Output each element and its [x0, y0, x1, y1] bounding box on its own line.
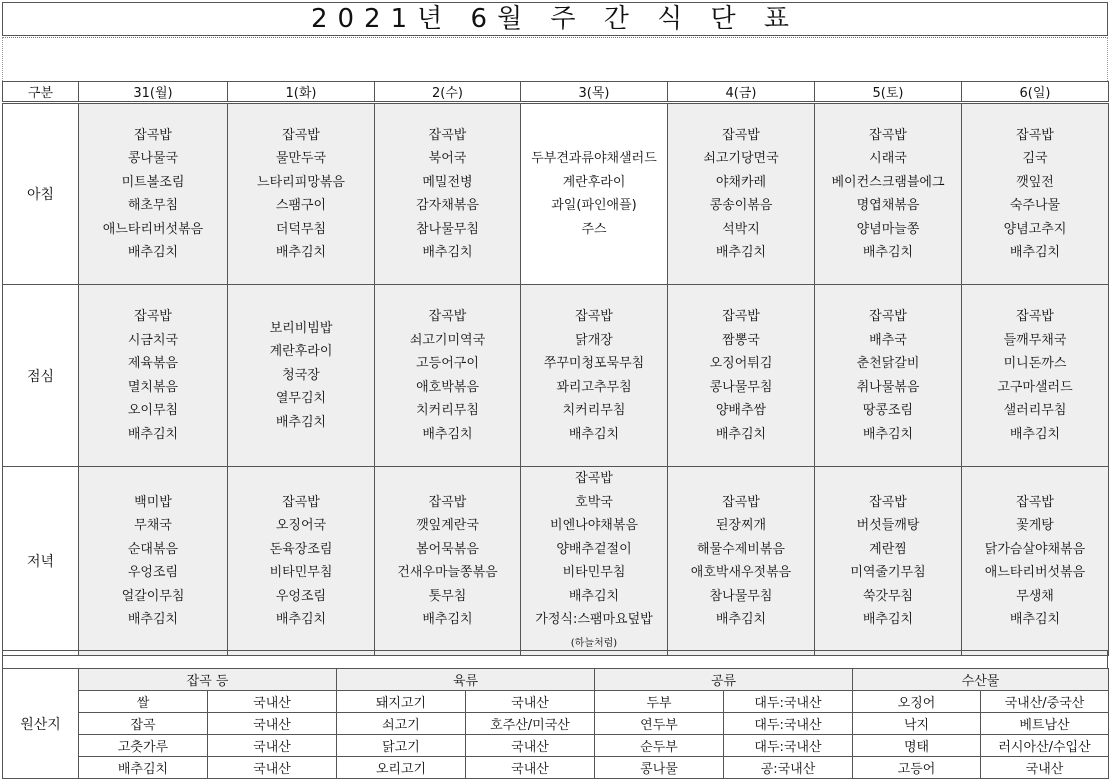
day-header: 6(일) — [962, 82, 1109, 103]
menu-item: 돈육장조림 — [269, 541, 333, 557]
origin-item: 순두부 — [595, 735, 724, 757]
menu-item: 배추김치 — [422, 426, 473, 442]
origin-country: 국내산 — [208, 691, 337, 713]
menu-item: 오이무침 — [127, 403, 179, 418]
origin-row — [3, 757, 1109, 779]
menu-item: 양념고추지 — [1003, 221, 1067, 237]
menu-item: 숙주나물 — [1009, 198, 1061, 213]
menu-item: 오징어국 — [275, 518, 327, 533]
menu-item: 무생채 — [1016, 588, 1054, 604]
menu-item: 쇠고기미역국 — [409, 332, 486, 348]
menu-cell — [962, 285, 1109, 467]
menu-cell — [668, 285, 815, 467]
menu-item: 제육볶음 — [127, 356, 179, 371]
menu-item: 잡곡밥 — [869, 127, 907, 143]
menu-item: 잡곡밥 — [1016, 494, 1054, 510]
menu-item: 계란후라이 — [562, 174, 626, 190]
menu-item: 배추김치 — [715, 426, 767, 442]
origin-country: 국내산 — [208, 757, 337, 779]
menu-item: 우엉조림 — [127, 565, 179, 580]
menu-item: 버섯들깨탕 — [856, 518, 920, 533]
menu-item: 콩나물국 — [127, 151, 179, 166]
menu-cell — [815, 285, 962, 467]
menu-item: 멸치볶음 — [127, 379, 179, 395]
day-header: 4(금) — [668, 82, 815, 103]
origin-country: 공:국내산 — [724, 757, 853, 779]
menu-cell — [228, 285, 375, 467]
origin-country: 국내산 — [208, 713, 337, 735]
menu-item: 해초무침 — [127, 198, 179, 213]
menu-cell — [79, 103, 228, 285]
menu-item: 배추김치 — [1009, 612, 1061, 627]
menu-item: 꽈리고추무침 — [556, 379, 632, 395]
menu-item: 쇠고기당면국 — [703, 151, 779, 166]
menu-item: 얼갈이무침 — [121, 588, 185, 604]
menu-cell — [962, 103, 1109, 285]
origin-category-row — [3, 669, 1109, 691]
origin-row — [3, 713, 1109, 735]
menu-cell — [815, 103, 962, 285]
menu-item: 주스 — [581, 221, 607, 237]
menu-item: 청국장 — [282, 367, 320, 383]
menu-item: 과일(파인애플) — [551, 198, 637, 213]
menu-item: 애호박새우젓볶음 — [690, 565, 792, 580]
menu-item: 양념마늘쫑 — [856, 221, 920, 237]
day-header: 5(토) — [815, 82, 962, 103]
menu-item: 배추김치 — [862, 612, 914, 627]
menu-item: 배추김치 — [715, 245, 767, 260]
menu-item: 미트볼조림 — [121, 174, 185, 190]
origin-item: 명태 — [853, 735, 981, 757]
menu-item: 비타민무침 — [562, 565, 626, 580]
menu-item: 치커리무침 — [416, 403, 479, 418]
menu-item: 배추김치 — [568, 426, 620, 442]
menu-item: 시래국 — [869, 151, 907, 166]
menu-item: 비타민무침 — [269, 565, 333, 580]
origin-country: 국내산/중국산 — [981, 691, 1109, 713]
menu-item: 비엔나야채볶음 — [550, 518, 638, 533]
separator-row — [2, 650, 1108, 668]
menu-item: 배추김치 — [275, 245, 327, 260]
menu-item: 석박지 — [722, 221, 760, 237]
origin-item: 닭고기 — [337, 735, 466, 757]
menu-item: 톳무침 — [428, 588, 467, 604]
menu-item: 참나물무침 — [709, 588, 773, 604]
menu-cell — [521, 285, 668, 467]
menu-item: 애느타리버섯볶음 — [984, 565, 1086, 580]
menu-item: 배추김치 — [127, 245, 179, 260]
menu-item: 백미밥 — [134, 494, 172, 510]
menu-item: 애느타리버섯볶음 — [102, 221, 204, 237]
day-header: 31(월) — [79, 82, 228, 103]
menu-item: 계란찜 — [869, 541, 907, 557]
menu-item: 잡곡밥 — [869, 494, 907, 510]
origin-item: 오리고기 — [337, 757, 466, 779]
menu-item: 배추김치 — [862, 426, 914, 442]
menu-item: 고등어구이 — [416, 356, 479, 371]
menu-cell — [521, 467, 668, 656]
menu-item: 양배추쌈 — [715, 403, 767, 418]
menu-item: 애호박볶음 — [416, 379, 479, 395]
menu-cell — [375, 285, 521, 467]
menu-item: 잡곡밥 — [134, 309, 172, 324]
menu-cell — [375, 103, 521, 285]
menu-item: 깻잎계란국 — [416, 518, 479, 533]
menu-item: 샐러리무침 — [1003, 403, 1067, 418]
menu-item: 명엽채볶음 — [856, 198, 920, 213]
menu-item: 잡곡밥 — [869, 309, 907, 324]
origin-country: 국내산 — [466, 691, 595, 713]
menu-item: 순대볶음 — [127, 541, 179, 557]
origin-country: 국내산 — [466, 735, 595, 757]
menu-table — [2, 81, 1109, 656]
menu-header-row — [3, 82, 1109, 103]
menu-cell — [668, 467, 815, 656]
menu-item: 계란후라이 — [269, 344, 333, 360]
day-header: 2(수) — [375, 82, 521, 103]
origin-country: 러시아산/수입산 — [981, 735, 1109, 757]
menu-item: 쭈꾸미청포묵무침 — [543, 356, 645, 371]
menu-item: 메밀전병 — [422, 174, 473, 190]
menu-item: 치커리무침 — [562, 403, 626, 418]
origin-item: 배추김치 — [79, 757, 208, 779]
meal-row — [3, 467, 1109, 656]
menu-item: 감자채볶음 — [416, 198, 479, 213]
origin-country: 베트남산 — [981, 713, 1109, 735]
menu-item: 깻잎전 — [1016, 174, 1054, 190]
menu-item: 스팸구이 — [275, 198, 327, 213]
menu-item: 배추김치 — [422, 245, 473, 260]
origin-item: 돼지고기 — [337, 691, 466, 713]
origin-item: 고등어 — [853, 757, 981, 779]
menu-item: 배추김치 — [275, 612, 327, 627]
menu-item: 배추국 — [869, 332, 907, 348]
meal-label: 아침 — [3, 103, 79, 285]
menu-item: 잡곡밥 — [575, 309, 613, 324]
origin-category: 잡곡 등 — [79, 669, 337, 691]
origin-country: 호주산/미국산 — [466, 713, 595, 735]
menu-item: 우엉조림 — [275, 588, 327, 604]
menu-cell — [962, 467, 1109, 656]
day-header: 1(화) — [228, 82, 375, 103]
menu-item: 잡곡밥 — [722, 494, 760, 510]
origin-item: 쌀 — [79, 691, 208, 713]
menu-item: 열무김치 — [275, 391, 327, 407]
page-title: 2021년 6월 주 간 식 단 표 — [2, 2, 1108, 36]
menu-item: 더덕무침 — [275, 221, 327, 237]
menu-item: 꽃게탕 — [1016, 518, 1054, 533]
menu-item: 된장찌개 — [715, 518, 767, 533]
menu-item: 느타리피망볶음 — [257, 174, 345, 190]
menu-item: 잡곡밥 — [1016, 309, 1054, 324]
menu-item: 야채카레 — [715, 174, 767, 190]
menu-item: 닭개장 — [575, 332, 613, 348]
origin-item: 쇠고기 — [337, 713, 466, 735]
menu-cell — [375, 467, 521, 656]
menu-item: 참나물무침 — [416, 221, 479, 237]
menu-cell — [668, 103, 815, 285]
menu-item: 보리비빔밥 — [269, 320, 333, 336]
origin-country: 국내산 — [466, 757, 595, 779]
menu-item: 미역줄기무침 — [850, 565, 926, 580]
menu-item: 잡곡밥 — [1016, 127, 1054, 143]
menu-item: 취나물볶음 — [856, 379, 920, 395]
origin-country: 국내산 — [208, 735, 337, 757]
menu-item: 배추김치 — [422, 612, 473, 627]
menu-cell — [815, 467, 962, 656]
menu-item: 잡곡밥 — [575, 471, 613, 486]
menu-item: 김국 — [1022, 151, 1048, 166]
menu-item: 오징어튀김 — [709, 356, 773, 371]
menu-item: 배추김치 — [1009, 426, 1061, 442]
menu-item: (하늘처럼) — [570, 637, 618, 649]
menu-item: 배추김치 — [715, 612, 767, 627]
origin-item: 연두부 — [595, 713, 724, 735]
menu-item: 배추김치 — [862, 245, 914, 260]
origin-country: 대두:국내산 — [724, 713, 853, 735]
origin-country: 국내산 — [981, 757, 1109, 779]
header-label: 구분 — [3, 82, 79, 103]
spacer-row — [2, 37, 1108, 81]
menu-item: 콩송이볶음 — [709, 198, 773, 213]
origin-item: 낙지 — [853, 713, 981, 735]
origin-row — [3, 735, 1109, 757]
origin-row — [3, 691, 1109, 713]
menu-item: 잡곡밥 — [428, 127, 467, 143]
menu-item: 두부견과류야채샐러드 — [531, 151, 657, 166]
menu-item: 잡곡밥 — [428, 494, 467, 510]
origin-item: 잡곡 — [79, 713, 208, 735]
menu-item: 봄어묵볶음 — [416, 541, 479, 557]
menu-item: 호박국 — [575, 494, 613, 510]
menu-item: 잡곡밥 — [722, 309, 760, 324]
menu-item: 고구마샐러드 — [997, 379, 1073, 395]
menu-item: 북어국 — [428, 151, 467, 166]
menu-item: 배추김치 — [127, 426, 179, 442]
meal-label: 점심 — [3, 285, 79, 467]
menu-item: 춘천닭갈비 — [856, 356, 920, 371]
menu-item: 닭가슴살야채볶음 — [984, 541, 1086, 557]
origin-item: 두부 — [595, 691, 724, 713]
meal-label: 저녁 — [3, 467, 79, 656]
meal-row — [3, 285, 1109, 467]
menu-item: 배추김치 — [568, 588, 620, 604]
origin-category: 공류 — [595, 669, 853, 691]
origin-item: 고춧가루 — [79, 735, 208, 757]
menu-item: 잡곡밥 — [282, 494, 320, 510]
menu-item: 땅콩조림 — [862, 403, 914, 418]
menu-item: 베이컨스크램블에그 — [831, 174, 945, 190]
menu-item: 배추김치 — [127, 612, 179, 627]
menu-item: 짬뽕국 — [722, 332, 760, 348]
menu-item: 콩나물무침 — [709, 379, 773, 395]
menu-item: 가정식:스팸마요덮밥 — [535, 612, 653, 627]
origin-table — [2, 668, 1109, 779]
menu-item: 들깨무채국 — [1003, 332, 1067, 348]
menu-item: 잡곡밥 — [282, 127, 320, 143]
origin-country: 대두:국내산 — [724, 735, 853, 757]
menu-cell — [228, 467, 375, 656]
origin-item: 오징어 — [853, 691, 981, 713]
origin-category: 수산물 — [853, 669, 1109, 691]
menu-item: 물만두국 — [275, 151, 327, 166]
menu-item: 미니돈까스 — [1003, 356, 1067, 371]
origin-label: 원산지 — [3, 669, 79, 779]
menu-cell — [228, 103, 375, 285]
menu-item: 쑥갓무침 — [862, 588, 914, 604]
menu-item: 잡곡밥 — [428, 309, 467, 324]
menu-item: 잡곡밥 — [722, 127, 760, 143]
day-header: 3(목) — [521, 82, 668, 103]
menu-item: 건새우마늘쫑볶음 — [397, 565, 498, 580]
menu-item: 시금치국 — [127, 332, 179, 348]
menu-item: 해물수제비볶음 — [697, 541, 785, 557]
menu-item: 양배추겉절이 — [556, 541, 632, 557]
origin-country: 대두:국내산 — [724, 691, 853, 713]
menu-item: 무채국 — [134, 518, 172, 533]
menu-item: 잡곡밥 — [134, 127, 172, 143]
menu-cell — [79, 285, 228, 467]
origin-item: 콩나물 — [595, 757, 724, 779]
menu-cell — [521, 103, 668, 285]
menu-cell — [79, 467, 228, 656]
menu-item: 배추김치 — [1009, 245, 1061, 260]
origin-category: 육류 — [337, 669, 595, 691]
meal-row — [3, 103, 1109, 285]
menu-item: 배추김치 — [275, 414, 327, 430]
